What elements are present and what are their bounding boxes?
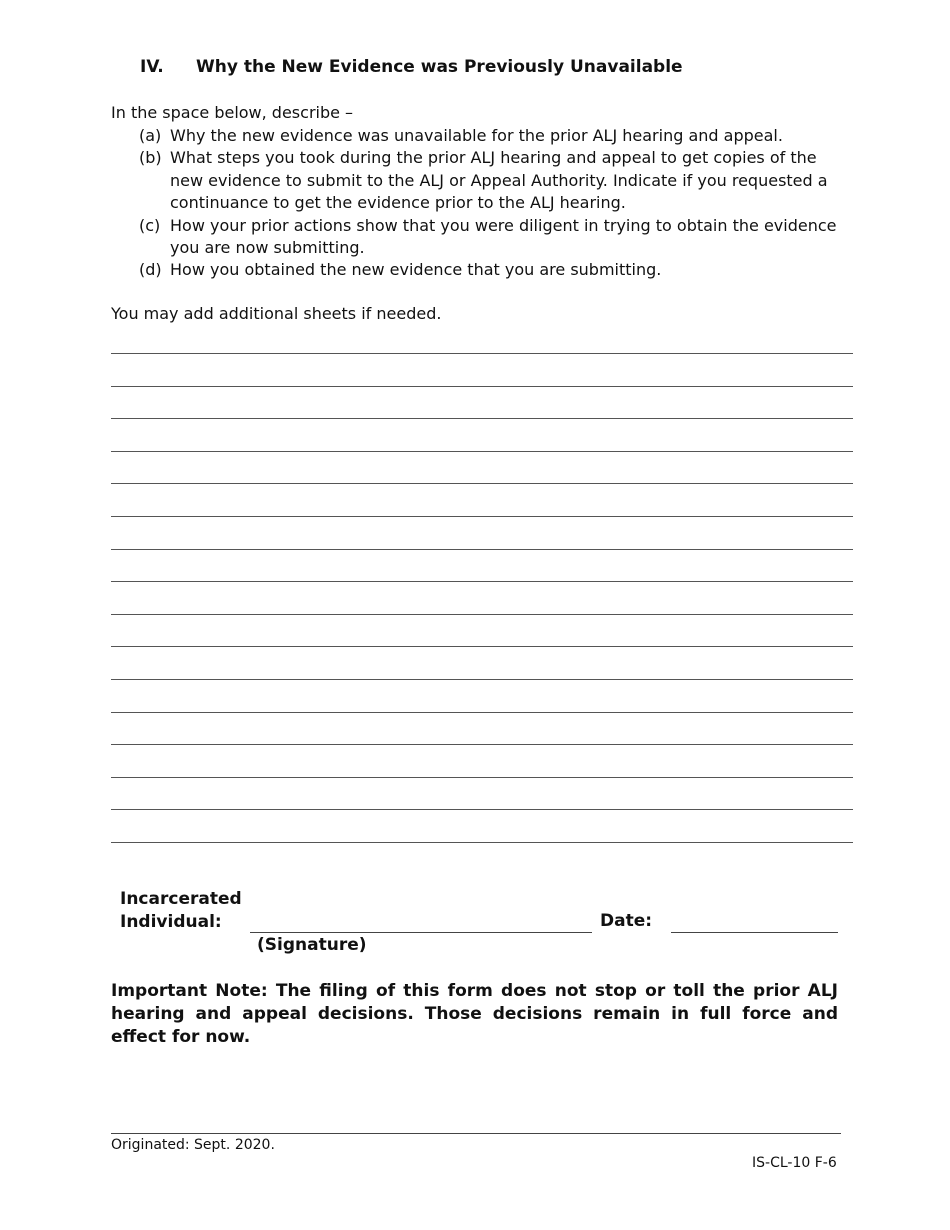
writing-line[interactable]	[111, 549, 853, 550]
date-label: Date:	[600, 911, 653, 931]
list-item-text: What steps you took during the prior ALJ hearing and appeal to get copies of the new evidence to submit to the ALJ or Appeal Authority. Indicate if you requested a continuance to get the evidence prior to the ALJ hearing.	[170, 148, 828, 213]
list-item-text: How your prior actions show that you were diligent in trying to obtain the evidence you are now submitting.	[170, 215, 837, 258]
additional-sheets-text: You may add additional sheets if needed.	[111, 304, 442, 323]
writing-line[interactable]	[111, 353, 853, 354]
writing-line[interactable]	[111, 418, 853, 419]
writing-line[interactable]	[111, 842, 853, 843]
list-item-label: (d)	[139, 260, 162, 280]
signature-label	[120, 888, 242, 934]
writing-line[interactable]	[111, 809, 853, 810]
writing-line[interactable]	[111, 386, 853, 387]
intro-text: In the space below, describe –	[111, 103, 354, 122]
signature-field[interactable]	[250, 932, 592, 933]
writing-line[interactable]	[111, 483, 853, 484]
form-id: IS-CL-10 F-6	[752, 1155, 837, 1171]
list-item-label: (c)	[139, 215, 161, 235]
writing-line[interactable]	[111, 451, 853, 452]
list-item-label: (b)	[139, 148, 162, 168]
signature-label-line2: Individual:	[120, 912, 222, 932]
footer-divider	[111, 1133, 841, 1134]
section-heading	[140, 57, 683, 77]
signature-caption: (Signature)	[257, 935, 367, 955]
writing-line[interactable]	[111, 744, 853, 745]
writing-line[interactable]	[111, 679, 853, 680]
writing-line[interactable]	[111, 777, 853, 778]
list-item	[139, 259, 854, 281]
date-field[interactable]	[671, 932, 838, 933]
list-item	[139, 215, 854, 260]
list-item-label: (a)	[139, 126, 162, 145]
signature-label-line1: Incarcerated	[120, 889, 242, 909]
list-item	[139, 125, 854, 147]
writing-line[interactable]	[111, 614, 853, 615]
writing-line[interactable]	[111, 516, 853, 517]
originated-date: Originated: Sept. 2020.	[111, 1137, 275, 1153]
writing-line[interactable]	[111, 712, 853, 713]
section-number: IV.	[140, 57, 164, 77]
writing-line[interactable]	[111, 646, 853, 647]
list-item	[139, 147, 854, 214]
section-title: Why the New Evidence was Previously Unavailable	[196, 57, 683, 77]
important-note: Important Note: The filing of this form does not stop or toll the prior ALJ hearing and appeal decisions. Those decisions remain in full force and effect for now.	[111, 981, 838, 1047]
writing-line[interactable]	[111, 581, 853, 582]
list-item-text: Why the new evidence was unavailable for the prior ALJ hearing and appeal.	[170, 126, 783, 145]
instruction-list	[139, 125, 854, 282]
list-item-text: How you obtained the new evidence that you are submitting.	[170, 260, 662, 280]
